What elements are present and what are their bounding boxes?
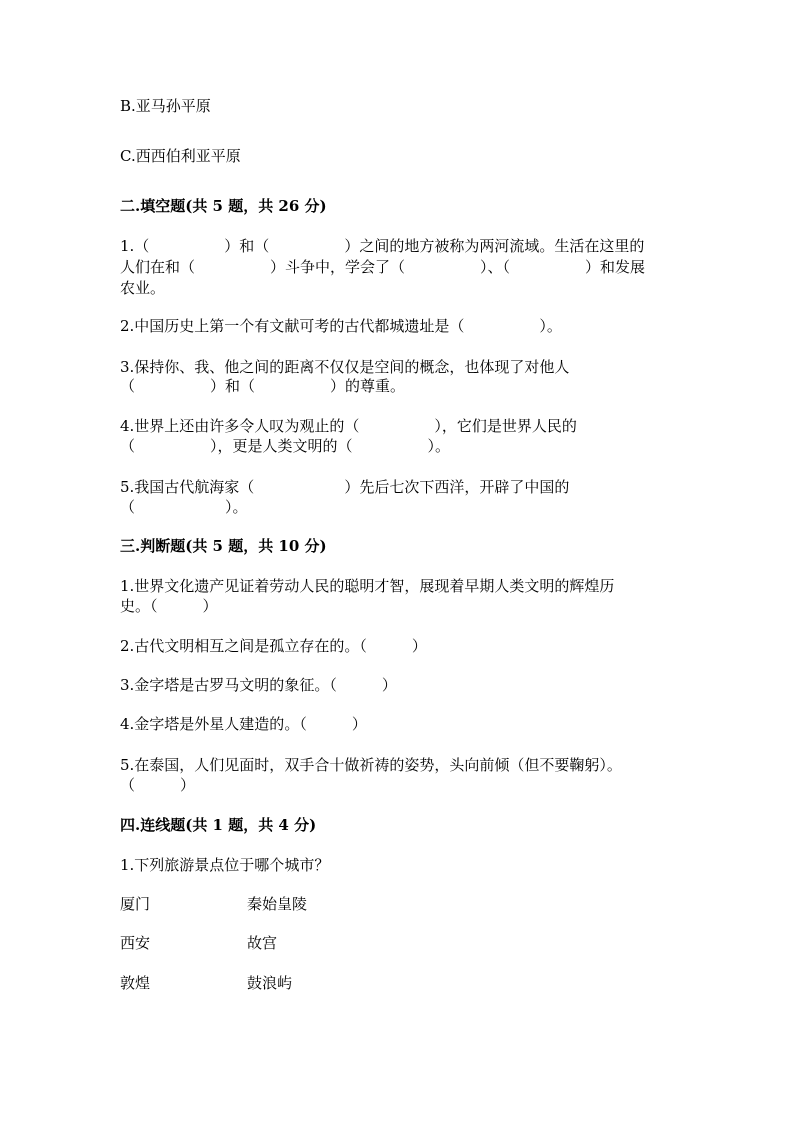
section3-heading: 三.判断题(共 5 题，共 10 分) (120, 537, 327, 555)
section4-heading: 四.连线题(共 1 题，共 4 分) (120, 816, 317, 834)
option-b: B.亚马孙平原 (120, 97, 211, 115)
judge-q4: 4.金字塔是外星人建造的。（ ） (120, 715, 367, 733)
fill-q2: 2.中国历史上第一个有文献可考的古代都城遗址是（ ）。 (120, 317, 562, 335)
fill-q1-line2: 人们在和（ ）斗争中，学会了（ ）、（ ）和发展 (120, 258, 646, 276)
judge-q3: 3.金字塔是古罗马文明的象征。（ ） (120, 676, 397, 694)
fill-q5-line2: （ ）。 (120, 498, 248, 516)
fill-q1-line3: 农业。 (120, 279, 166, 297)
judge-q5-line1: 5.在泰国，人们见面时，双手合十做祈祷的姿势，头向前倾（但不要鞠躬）。 (120, 756, 622, 774)
fill-q3-line1: 3.保持你、我、他之间的距离不仅仅是空间的概念，也体现了对他人 (120, 358, 570, 376)
city-item: 敦煌 (120, 974, 151, 992)
fill-q4-line2: （ ），更是人类文明的（ ）。 (120, 437, 451, 455)
judge-q1-line1: 1.世界文化遗产见证着劳动人民的聪明才智，展现着早期人类文明的辉煌历 (120, 577, 615, 595)
sight-item: 故宫 (247, 934, 278, 952)
section2-heading: 二.填空题(共 5 题，共 26 分) (120, 197, 327, 215)
judge-q2: 2.古代文明相互之间是孤立存在的。（ ） (120, 637, 427, 655)
fill-q3-line2: （ ）和（ ）的尊重。 (120, 377, 406, 395)
city-item: 厦门 (120, 895, 151, 913)
option-c: C.西西伯利亚平原 (120, 147, 241, 165)
fill-q1-line1: 1.（ ）和（ ）之间的地方被称为两河流域。生活在这里的 (120, 237, 645, 255)
fill-q4-line1: 4.世界上还由许多令人叹为观止的（ ），它们是世界人民的 (120, 417, 577, 435)
city-item: 西安 (120, 934, 151, 952)
judge-q1-line2: 史。（ ） (120, 597, 218, 615)
fill-q5-line1: 5.我国古代航海家（ ）先后七次下西洋，开辟了中国的 (120, 478, 570, 496)
judge-q5-line2: （ ） (120, 776, 196, 794)
sight-item: 秦始皇陵 (247, 895, 308, 913)
sight-item: 鼓浪屿 (247, 974, 293, 992)
match-q1: 1.下列旅游景点位于哪个城市？ (120, 856, 330, 874)
